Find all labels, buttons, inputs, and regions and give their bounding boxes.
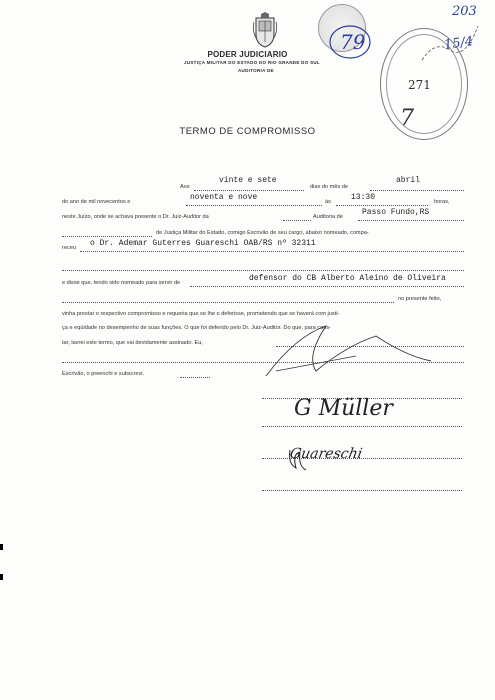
folio-circle (328, 22, 372, 62)
body-line-3: tar, lavrei este termo, que vai devidamente assinado. Eu, (62, 340, 203, 346)
month-line (370, 190, 464, 191)
defender-signature: Guareschi (288, 446, 364, 462)
time-line (336, 205, 428, 206)
escrivao-line (180, 377, 210, 378)
body-line-2: ça e eqüidade no desempenho de suas funções. O que foi deferido pelo Dr. Juiz-Auditor. Do que, para cons- (62, 325, 331, 331)
justica-label: de Justiça Militar do Estado, comigo Escrivão de seu cargo, abaixo nomeado, compa- (156, 230, 369, 236)
scribble-strokes (256, 316, 436, 386)
year-value: noventa e nove (190, 193, 258, 202)
stamp-number: 271 (408, 78, 431, 92)
justica-line (62, 236, 152, 237)
day-value: vinte e sete (219, 176, 277, 185)
juizo-label: neste Juízo, onde se achava presente o Dr. Juiz-Auditor da (62, 214, 209, 220)
coat-of-arms-icon (252, 12, 278, 48)
nomeado-label: e disse que, tendo sido nomeado para servir de (62, 280, 181, 286)
escrivao-label: Escrivão, o preenchi e subscrevi. (62, 371, 145, 377)
year-line (186, 205, 322, 206)
blank-line-1 (62, 270, 464, 271)
signature-line-4 (262, 490, 462, 491)
person-line (80, 251, 464, 252)
presente-label: no presente feito, (398, 296, 442, 302)
role-value: defensor do CB Alberto Aleino de Oliveira (249, 274, 446, 283)
as-label: às (325, 199, 331, 205)
month-value: abril (396, 176, 421, 185)
stamp-signature-scribble (420, 20, 480, 68)
person-value: o Dr. Ademar Guterres Guareschi OAB/RS nº 32311 (90, 239, 316, 248)
folio-number: 79 (340, 30, 366, 54)
day-line (194, 190, 304, 191)
auditoria-line (358, 220, 464, 221)
defender-signature-flourish (286, 444, 346, 474)
feito-line (62, 302, 394, 303)
edge-mark-1 (0, 544, 3, 550)
role-line (190, 286, 464, 287)
court-heading: JUSTIÇA MILITAR DO ESTADO DO RIO GRANDE DO SUL (184, 60, 320, 65)
page-number: 203 (452, 4, 477, 19)
auditor-line (283, 220, 311, 221)
office-heading: AUDITORIA DE (238, 68, 274, 73)
institution-heading: PODER JUDICIARIO (207, 50, 288, 59)
horas-label: horas, (434, 199, 450, 205)
document-title: TERMO DE COMPROMISSO (179, 126, 316, 137)
time-value: 13:30 (351, 193, 376, 202)
judge-signature: G Müller (294, 396, 393, 421)
body-line-1: vinha prestar o respectivo compromisso e requeria que se lhe o deferisse, prometendo que se haverá com justi- (62, 311, 340, 317)
blank-line-2 (62, 362, 464, 363)
compareceu-label: receu (62, 245, 76, 251)
aos-label: Aos (180, 184, 190, 190)
year-label: do ano de mil novecentos e (62, 199, 131, 205)
auditoria-label: Auditoria de (313, 214, 343, 220)
auditoria-value: Passo Fundo,RS (362, 208, 430, 217)
stamp-initial: 7 (400, 106, 414, 131)
signature-line-2 (262, 426, 462, 427)
dias-label: dias do mês de (310, 184, 348, 190)
edge-mark-2 (0, 574, 3, 580)
page-reference: 15/4 (443, 34, 475, 53)
